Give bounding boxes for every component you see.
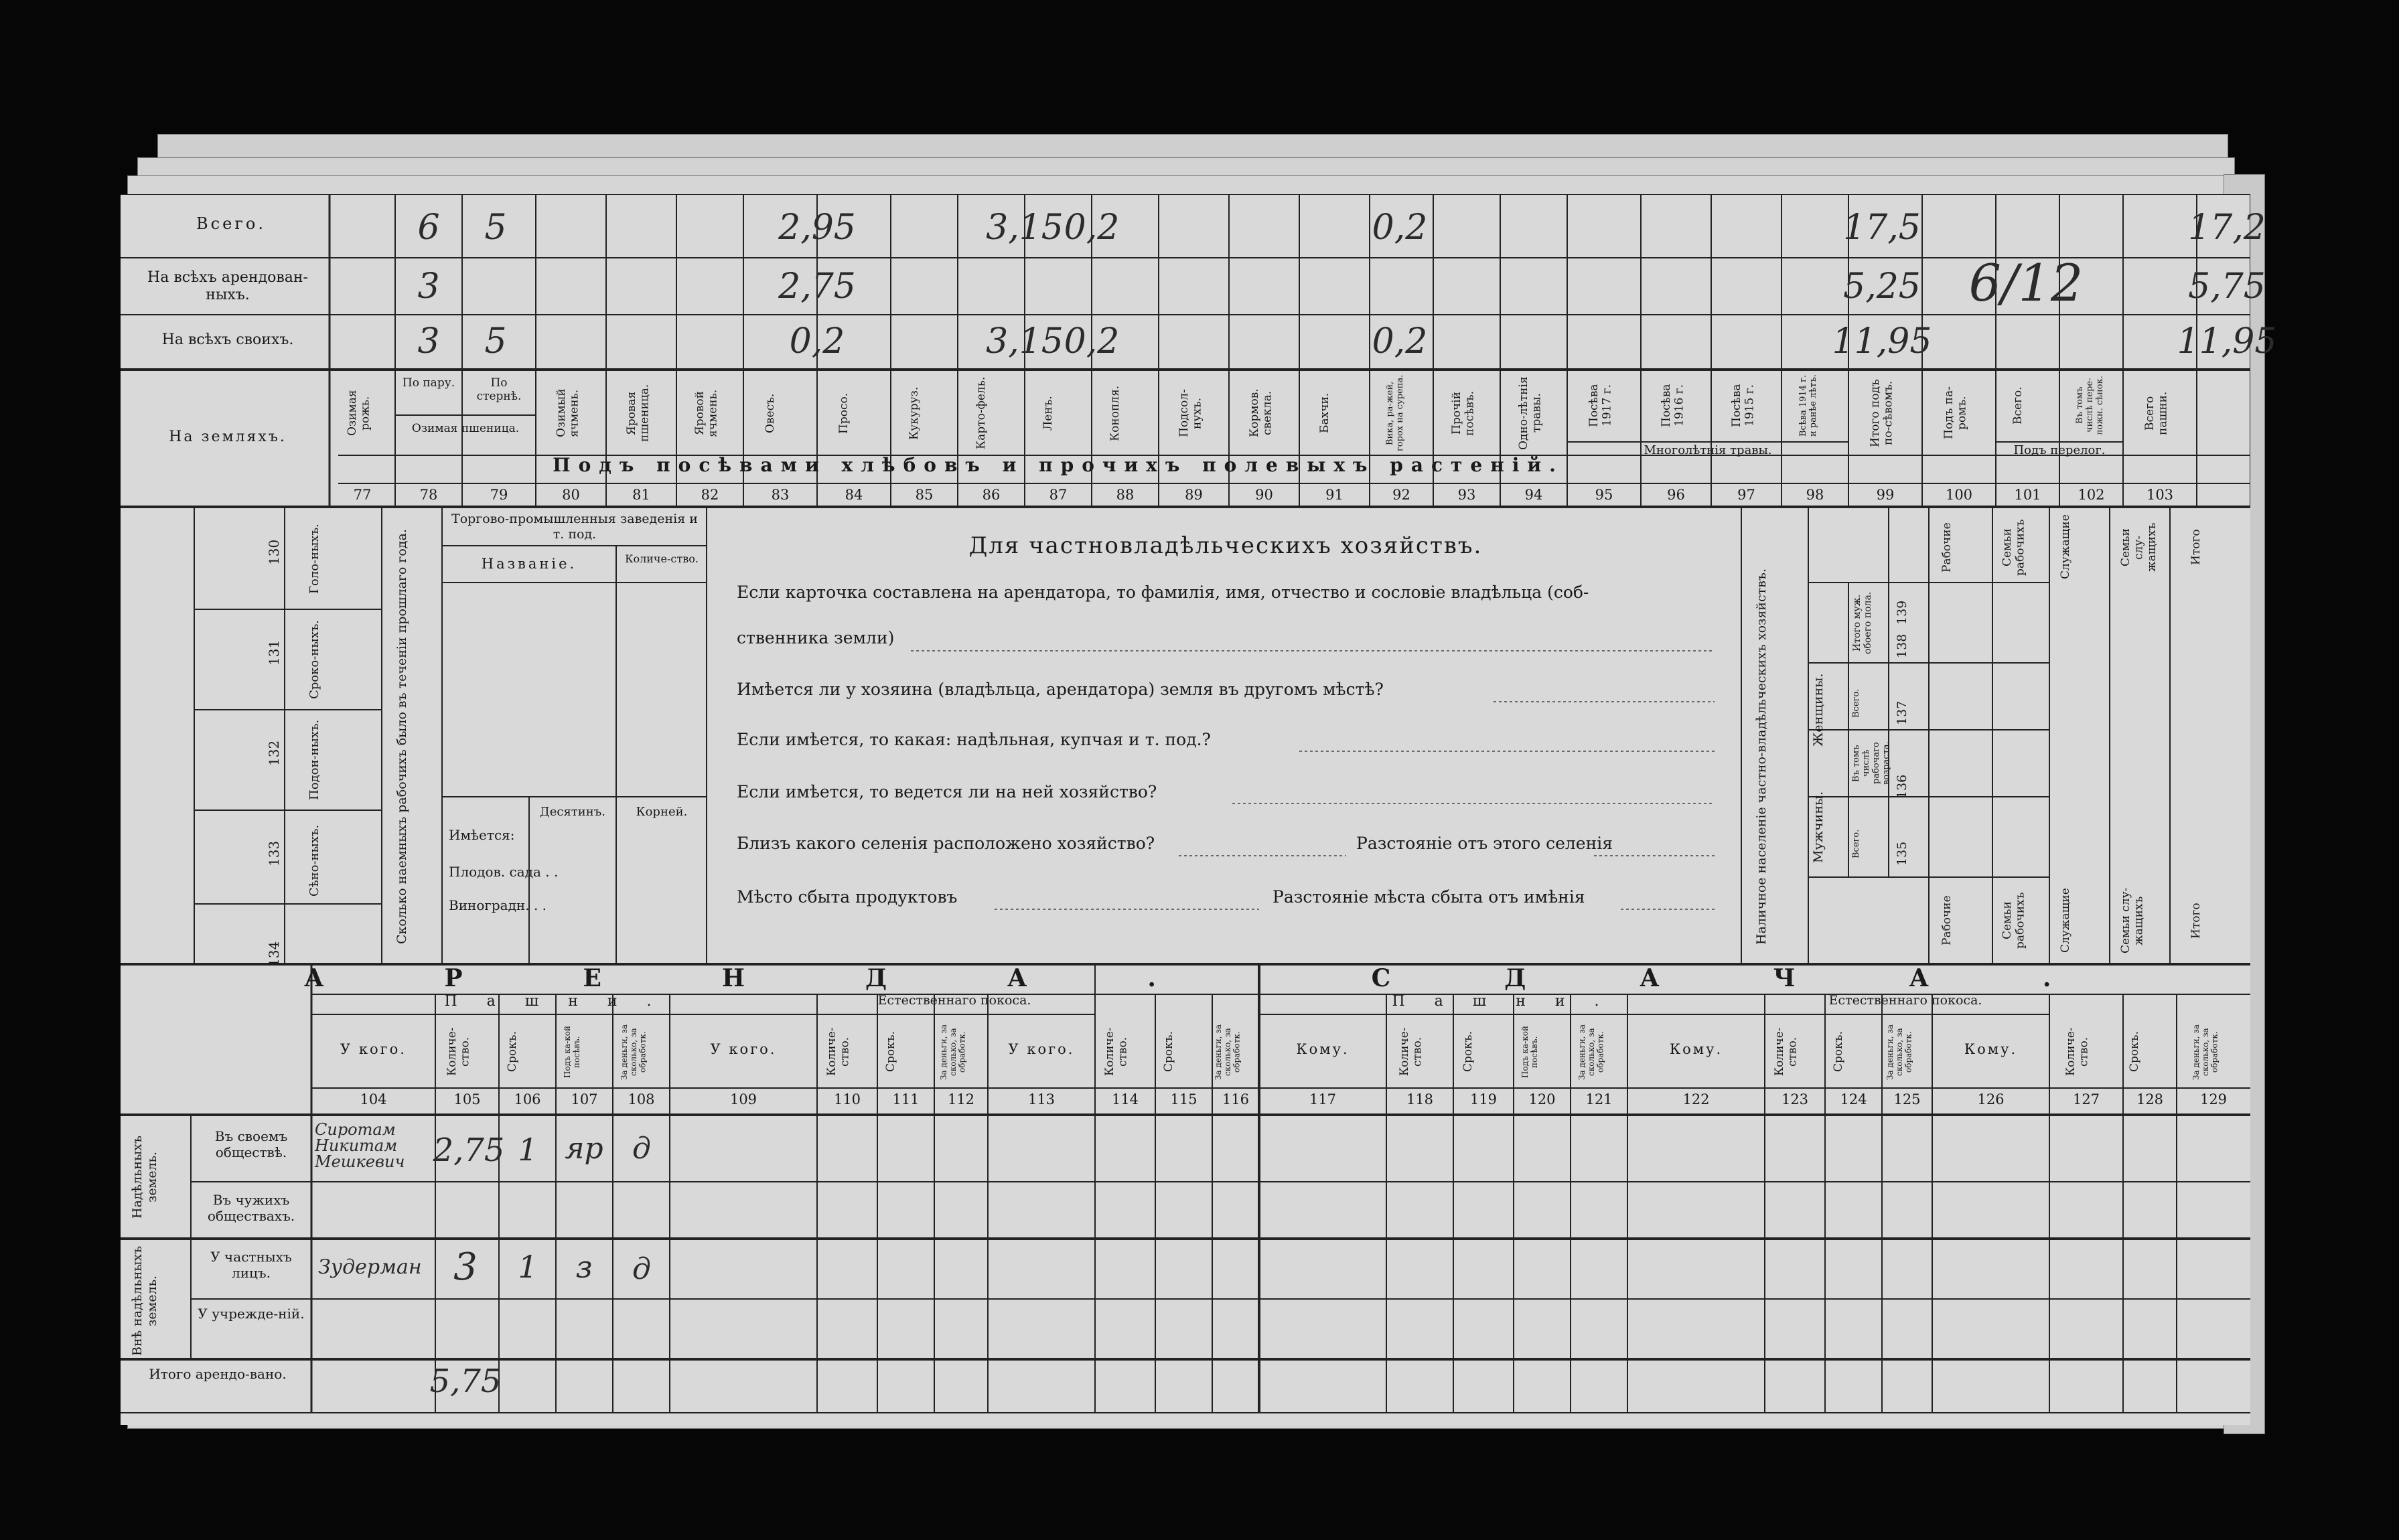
row-total-rented: Итого арендо-вано. (149, 1366, 287, 1382)
arenda-total-qty: 5,75 (429, 1363, 502, 1400)
handwritten-total-c99: 17,5 (1843, 208, 1921, 248)
crop-header-c92: Вика, ра-жей, горох на сурепа. (1384, 374, 1405, 452)
column-number-99: 99 (1876, 487, 1895, 503)
column-number-90: 90 (1255, 487, 1273, 503)
crop-header-c100: Подъ па-ромъ. (1942, 386, 1969, 440)
handwritten-total-c78: 6 (417, 208, 440, 248)
arenda-row3-pay: д (632, 1252, 651, 1286)
crop-header-c81: Яровая пшеница. (624, 384, 652, 443)
livestock-num-133: 133 (266, 840, 282, 867)
population-col-bottom-0: Рабочие (1940, 895, 1954, 946)
lower-col-number-25: 129 (2199, 1091, 2228, 1107)
lower-col-number-11: 115 (1170, 1091, 1197, 1107)
lower-col-number-17: 121 (1585, 1091, 1613, 1107)
column-number-77: 77 (353, 487, 372, 503)
lower-header-17: За деньги, за сколько, за обработк. (1577, 1024, 1605, 1080)
row-own-society: Въ своемъ обществѣ. (214, 1128, 288, 1160)
lower-col-number-13: 117 (1309, 1091, 1337, 1107)
lower-col-number-20: 124 (1840, 1091, 1867, 1107)
trade-orchard-label: Плодов. сада . . (449, 864, 559, 880)
lower-header-25: За деньги, за сколько, за обработк. (2191, 1024, 2220, 1080)
lower-header-2: Срокъ. (505, 1031, 519, 1073)
handwritten-rented-c78: 3 (417, 266, 440, 307)
crop-header-c79a: По стернѣ. (476, 376, 522, 404)
lower-col-number-2: 106 (514, 1091, 541, 1107)
crop-header-c103: Всего пашни. (2143, 391, 2170, 435)
row-private-persons: У частныхъ лицъ. (210, 1249, 292, 1281)
livestock-num-130: 130 (266, 539, 282, 566)
lower-col-number-10: 114 (1111, 1091, 1139, 1107)
private-distance-village: Разстояніе отъ этого селенія (1356, 834, 1613, 853)
crop-header-c82: Яровой ячмень. (693, 389, 720, 437)
column-number-97: 97 (1737, 487, 1755, 503)
hired-workers-label: Сколько наемныхъ рабочихъ было въ теченіи прошлаго года. (394, 529, 409, 944)
lower-col-number-21: 125 (1893, 1091, 1921, 1107)
lower-header-22: Кому. (1964, 1041, 2018, 1057)
population-num-135: 135 (1895, 841, 1909, 866)
column-number-82: 82 (701, 487, 719, 503)
private-market-label: Мѣсто сбыта продуктовъ (737, 887, 958, 907)
population-col-top-1: Семьи рабочихъ (2000, 519, 2027, 576)
livestock-num-134: 134 (266, 941, 282, 968)
lower-header-21: За деньги, за сколько, за обработк. (1885, 1024, 1913, 1080)
sowing-section-title: Подъ посѣвами хлѣбовъ и прочихъ полевыхъ растеній. (553, 454, 1564, 476)
lower-header-12: За деньги, за сколько, за обработк. (1214, 1024, 1242, 1080)
arenda-row1-who: Сиротам Никитам Мешкевич (315, 1120, 405, 1171)
crop-header-perelog: Подъ перелог. (2013, 443, 2106, 457)
crop-header-c101: Всего. (2011, 386, 2025, 425)
sdacha-title: СДАЧА. (1371, 964, 2165, 992)
lower-header-5: У кого. (710, 1041, 777, 1057)
handwritten-rented-c103: 5,75 (2188, 266, 2266, 307)
arenda-row1-type: яр (565, 1132, 603, 1166)
crop-header-c98: Всѣва 1914 г. и ранѣе лѣтъ. (1798, 374, 1818, 437)
lower-col-number-19: 123 (1781, 1091, 1809, 1107)
column-number-89: 89 (1185, 487, 1203, 503)
column-number-92: 92 (1392, 487, 1410, 503)
population-col-bottom-4: Итого (2189, 903, 2203, 939)
lower-header-19: Количе-ство. (1773, 1027, 1800, 1077)
arenda-row1-qty: 2,75 (433, 1132, 505, 1169)
handwritten-own-c103: 11,95 (2177, 321, 2277, 362)
population-label: Наличное населеніе частно-владѣльческихъ хозяйствъ. (1754, 568, 1769, 945)
population-num-138: 138 (1895, 633, 1909, 659)
livestock-head-3: Сѣно-ныхъ. (307, 824, 321, 897)
population-num-139: 139 (1895, 600, 1909, 625)
arenda-title: АРЕНДА. (304, 964, 1277, 992)
lower-header-15: Срокъ. (1461, 1031, 1475, 1073)
crop-header-c80: Озимый ячмень. (554, 388, 581, 438)
private-line-2: ственника земли) (737, 628, 895, 647)
lower-header-8: За деньги, за сколько, за обработк. (939, 1024, 967, 1080)
column-number-87: 87 (1049, 487, 1068, 503)
column-number-96: 96 (1667, 487, 1685, 503)
trade-desyatin-header: Десятинъ. (540, 805, 605, 819)
column-number-93: 93 (1457, 487, 1476, 503)
sdacha-pashni: Пашни. (1392, 993, 1629, 1010)
lower-header-10: Количе-ство. (1103, 1027, 1130, 1077)
column-number-103: 103 (2146, 487, 2174, 503)
arenda-row3-who: Зудерман (318, 1255, 422, 1279)
column-number-85: 85 (915, 487, 934, 503)
lower-col-number-5: 109 (729, 1091, 757, 1107)
crop-header-perennial: Многолѣтнія травы. (1644, 443, 1772, 457)
arenda-pashni: Пашни. (444, 993, 681, 1010)
column-number-94: 94 (1524, 487, 1543, 503)
column-number-88: 88 (1116, 487, 1135, 503)
handwritten-rented-c99: 5,25 (1843, 266, 1921, 307)
private-distance-market: Разстояніе мѣста сбыта отъ имѣнія (1273, 887, 1585, 907)
lower-col-number-23: 127 (2072, 1091, 2100, 1107)
crop-header-c88: Конопля. (1108, 385, 1122, 441)
column-number-80: 80 (562, 487, 580, 503)
lower-col-number-1: 105 (453, 1091, 481, 1107)
arenda-row1-pay: д (632, 1132, 651, 1166)
handwritten-rented-c82: 2,75 (778, 266, 856, 307)
trade-korn-header: Корней. (636, 805, 688, 819)
trade-name-header: Названіе. (481, 556, 577, 572)
lower-header-14: Количе-ство. (1398, 1027, 1425, 1077)
handwritten-own-c79: 5 (484, 321, 507, 362)
crop-header-c99: Итого подъ по-сѣвомъ. (1869, 379, 1895, 447)
population-women: Женщины. (1811, 673, 1826, 747)
private-line-4: Если имѣется, то какая: надѣльная, купчая и т. под.? (737, 730, 1211, 749)
crop-header-c89: Подсол-нухъ. (1177, 389, 1204, 437)
handwritten-own-c99: 11,95 (1832, 321, 1932, 362)
handwritten-total-c82: 2,95 (778, 208, 856, 248)
arenda-row3-term: 1 (518, 1249, 538, 1285)
handwritten-total-c103: 17,2 (2188, 208, 2266, 248)
private-line-3: Имѣется ли у хозяина (владѣльца, арендатора) земля въ другомъ мѣстѣ? (737, 680, 1384, 699)
arenda-row3-type: з (575, 1249, 593, 1285)
column-number-98: 98 (1806, 487, 1824, 503)
column-number-79: 79 (490, 487, 508, 503)
handwritten-own-c85: 3,15 (986, 321, 1064, 362)
lower-col-number-6: 110 (833, 1091, 861, 1107)
handwritten-rented-c101: 6/12 (1968, 253, 2084, 313)
crop-header-c77: Озимая рожь. (346, 390, 372, 437)
crop-header-c84: Просо. (837, 392, 851, 434)
row-other-society: Въ чужихъ обществахъ. (207, 1192, 295, 1224)
arenda-row3-qty: 3 (453, 1245, 478, 1289)
lower-col-number-22: 126 (1977, 1091, 2005, 1107)
crop-header-c91: Бахчи. (1317, 392, 1331, 434)
lower-header-13: Кому. (1296, 1041, 1350, 1057)
crop-header-c95: Посѣва 1917 г. (1587, 384, 1614, 427)
row-label-total: Всего. (196, 214, 266, 233)
lower-col-number-9: 113 (1027, 1091, 1056, 1107)
handwritten-total-c85: 3,15 (986, 208, 1064, 248)
population-num-137: 137 (1895, 700, 1909, 726)
lower-col-number-14: 118 (1406, 1091, 1434, 1107)
trade-title: Торгово-промышленныя заведенія и т. под. (451, 512, 698, 542)
livestock-num-132: 132 (266, 740, 282, 767)
crop-header-c85: Кукуруз. (907, 386, 921, 440)
livestock-head-1: Сроко-ныхъ. (307, 620, 321, 699)
lower-col-number-8: 112 (947, 1091, 975, 1107)
crop-header-c87: Ленъ. (1041, 396, 1055, 431)
lower-header-1: Количе-ство. (445, 1027, 472, 1077)
lower-col-number-16: 120 (1528, 1091, 1556, 1107)
lower-header-3: Подъ ка-кой посѣвъ. (562, 1026, 581, 1078)
sdacha-pokos: Естественнаго покоса. (1828, 993, 1982, 1008)
column-number-83: 83 (771, 487, 790, 503)
lower-header-6: Количе-ство. (825, 1027, 852, 1077)
private-line-1: Если карточка составлена на арендатора, то фамилія, имя, отчество и сословіе владѣльца (соб- (737, 583, 1589, 602)
census-card-page (121, 194, 2277, 1425)
rows-vnenadel: Внѣ надѣльныхъ земель. (130, 1245, 159, 1356)
crop-header-c96: Посѣва 1916 г. (1659, 384, 1686, 427)
column-number-84: 84 (845, 487, 863, 503)
lower-header-11: Срокъ. (1161, 1031, 1175, 1073)
column-number-78: 78 (419, 487, 438, 503)
population-num-136: 136 (1895, 774, 1909, 799)
lower-header-0: У кого. (340, 1041, 407, 1057)
lower-header-23: Количе-ство. (2064, 1027, 2091, 1077)
population-col-top-2: Служащие (2059, 514, 2072, 579)
crop-header-c94: Одно-лѣтнія травы. (1517, 376, 1544, 450)
trade-vine-label: Виноградн. . . (449, 897, 547, 913)
population-col-top-4: Итого (2189, 529, 2203, 566)
population-sub-0: Всего. (1851, 688, 1861, 718)
lower-header-18: Кому. (1669, 1041, 1723, 1057)
column-number-95: 95 (1595, 487, 1613, 503)
crop-header-c102: Въ томъ числѣ пере-ложн. сѣнок. (2074, 376, 2105, 435)
column-number-101: 101 (2014, 487, 2041, 503)
private-line-5: Если имѣется, то ведется ли на ней хозяйство? (737, 782, 1157, 801)
crop-header-c90: Кормов. свекла. (1247, 388, 1275, 438)
handwritten-total-c92: 0,2 (1372, 208, 1428, 248)
lower-header-7: Срокъ. (883, 1031, 897, 1073)
private-title: Для частновладѣльческихъ хозяйствъ. (968, 532, 1483, 559)
livestock-head-0: Голо-ныхъ. (307, 524, 321, 595)
lower-header-16: Подъ ка-кой посѣвъ. (1520, 1026, 1539, 1078)
lower-col-number-3: 107 (571, 1091, 598, 1107)
column-number-91: 91 (1325, 487, 1343, 503)
livestock-num-131: 131 (266, 639, 282, 666)
row-label-land: На земляхъ. (169, 429, 287, 445)
trade-qty-header: Количе-ство. (625, 552, 699, 565)
row-label-own: На всѣхъ своихъ. (161, 331, 294, 348)
column-number-81: 81 (632, 487, 650, 503)
lower-header-24: Срокъ. (2128, 1031, 2141, 1073)
lower-col-number-24: 128 (2136, 1091, 2164, 1107)
arenda-pokos: Естественнаго покоса. (877, 993, 1031, 1008)
trade-has-label: Имѣется: (449, 827, 515, 843)
column-number-102: 102 (2078, 487, 2105, 503)
population-men: Мужчины. (1811, 791, 1826, 863)
rows-nadel: Надѣльныхъ земель. (130, 1135, 159, 1219)
crop-header-c86: Карто-фель. (974, 376, 988, 450)
column-number-86: 86 (982, 487, 1001, 503)
population-total-all: Итого муж. обоего пола. (1852, 591, 1874, 654)
arenda-row1-term: 1 (518, 1132, 538, 1168)
population-col-bottom-3: Семьи слу-жащихъ (2119, 887, 2146, 954)
column-number-100: 100 (1945, 487, 1973, 503)
livestock-head-2: Подон-ныхъ. (307, 719, 321, 801)
handwritten-total-c79: 5 (484, 208, 507, 248)
lower-col-number-7: 111 (892, 1091, 920, 1107)
population-sub-2: Всего. (1851, 829, 1861, 858)
population-col-top-0: Рабочие (1940, 522, 1954, 572)
row-institutions: У учрежде-ній. (198, 1306, 305, 1322)
crop-header-c78a: По пару. (402, 376, 455, 390)
handwritten-total-c86: 0,2 (1064, 208, 1120, 248)
lower-col-number-4: 108 (628, 1091, 655, 1107)
lower-col-number-18: 122 (1682, 1091, 1710, 1107)
crop-header-c97: Посѣва 1915 г. (1729, 384, 1757, 427)
lower-header-20: Срокъ. (1831, 1031, 1845, 1073)
population-sub-1: Въ томъ числѣ рабочаго возраста. (1851, 741, 1891, 785)
lower-col-number-15: 119 (1469, 1091, 1498, 1107)
private-line-6: Близъ какого селенія расположено хозяйство? (737, 834, 1155, 853)
population-col-bottom-1: Семьи рабочихъ (2000, 892, 2027, 949)
crop-header-c93: Прочій посѣвъ. (1450, 390, 1477, 436)
lower-header-9: У кого. (1008, 1041, 1075, 1057)
handwritten-own-c92: 0,2 (1372, 321, 1428, 362)
lower-col-number-0: 104 (360, 1091, 387, 1107)
population-col-bottom-2: Служащие (2059, 888, 2072, 953)
population-col-top-3: Семьи слу-жащихъ (2119, 522, 2159, 572)
handwritten-own-c78: 3 (417, 321, 440, 362)
handwritten-own-c82: 0,2 (789, 321, 845, 362)
lower-header-4: За деньги, за сколько, за обработк. (619, 1024, 648, 1080)
lower-col-number-12: 116 (1222, 1091, 1250, 1107)
row-label-rented: На всѣхъ арендован-ныхъ. (147, 269, 308, 304)
handwritten-own-c86: 0,2 (1064, 321, 1120, 362)
crop-header-winter-wheat: Озимая пшеница. (411, 422, 520, 435)
crop-header-c83: Овесъ. (764, 393, 777, 433)
